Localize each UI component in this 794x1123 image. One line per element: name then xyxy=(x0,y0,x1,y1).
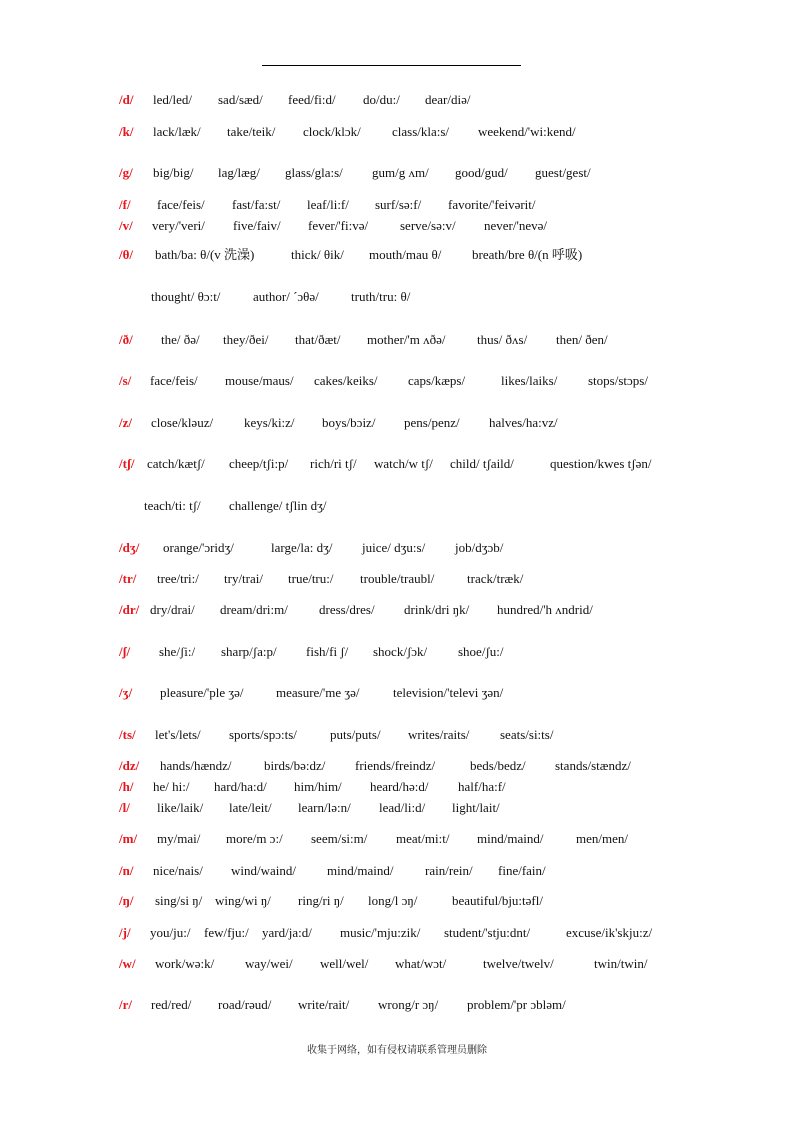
example-word: student/'stju:dnt/ xyxy=(444,925,531,940)
example-word: mouth/mau θ/ xyxy=(369,247,442,262)
example-word: shock/ʃɔk/ xyxy=(373,644,428,659)
example-word: light/lait/ xyxy=(452,800,500,815)
example-word: beautiful/bju:təfl/ xyxy=(452,893,543,908)
example-word: take/teik/ xyxy=(227,124,276,139)
example-word: challenge/ tʃlin dʒ/ xyxy=(229,498,327,513)
example-word: thus/ ðʌs/ xyxy=(477,332,528,347)
example-word: do/du:/ xyxy=(363,92,400,107)
example-word: sharp/ʃa:p/ xyxy=(221,644,277,659)
example-word: measure/'me ʒə/ xyxy=(276,685,360,700)
phoneme-symbol: /r/ xyxy=(119,997,132,1012)
phoneme-symbol: /v/ xyxy=(119,218,133,233)
example-word: fish/fi ʃ/ xyxy=(306,644,349,659)
example-word: television/'televi ʒən/ xyxy=(393,685,504,700)
example-word: pleasure/'ple ʒə/ xyxy=(160,685,244,700)
example-word: wing/wi ŋ/ xyxy=(215,893,271,908)
example-word: likes/laiks/ xyxy=(501,373,558,388)
phoneme-symbol: /m/ xyxy=(119,831,138,846)
example-word: lead/li:d/ xyxy=(379,800,426,815)
example-word: cakes/keiks/ xyxy=(314,373,378,388)
example-word: dress/dres/ xyxy=(319,602,375,617)
example-word: ring/ri ŋ/ xyxy=(298,893,344,908)
example-word: cheep/tʃi:p/ xyxy=(229,456,289,471)
example-word: few/fju:/ xyxy=(204,925,249,940)
example-word: hands/hændz/ xyxy=(160,758,232,773)
example-word: rich/ri tʃ/ xyxy=(310,456,357,471)
example-word: him/him/ xyxy=(294,779,342,794)
example-word: lack/læk/ xyxy=(153,124,201,139)
example-word: what/wɔt/ xyxy=(395,956,447,971)
example-word: fever/'fi:və/ xyxy=(308,218,369,233)
example-word: author/ ´ɔθə/ xyxy=(253,289,319,304)
example-word: write/rait/ xyxy=(298,997,350,1012)
example-word: drink/dri ŋk/ xyxy=(404,602,470,617)
example-word: face/feis/ xyxy=(157,197,205,212)
example-word: face/feis/ xyxy=(150,373,198,388)
example-word: dream/dri:m/ xyxy=(220,602,288,617)
example-word: bath/ba: θ/(v 洗澡) xyxy=(155,247,255,262)
example-word: clock/klɔk/ xyxy=(303,124,361,139)
example-word: nice/nais/ xyxy=(153,863,203,878)
phoneme-symbol: /d/ xyxy=(119,92,134,107)
example-word: guest/gest/ xyxy=(535,165,591,180)
example-word: mind/maind/ xyxy=(477,831,544,846)
example-word: you/ju:/ xyxy=(150,925,191,940)
phoneme-symbol: /ʒ/ xyxy=(119,685,133,700)
example-word: good/gud/ xyxy=(455,165,508,180)
phoneme-symbol: /n/ xyxy=(119,863,134,878)
example-word: try/trai/ xyxy=(224,571,263,586)
example-word: track/træk/ xyxy=(467,571,524,586)
example-word: learn/lə:n/ xyxy=(298,800,351,815)
example-word: puts/puts/ xyxy=(330,727,381,742)
example-word: my/mai/ xyxy=(157,831,201,846)
example-word: mind/maind/ xyxy=(327,863,394,878)
example-word: seats/si:ts/ xyxy=(500,727,554,742)
example-word: breath/bre θ/(n 呼吸) xyxy=(472,247,583,262)
example-word: she/ʃi:/ xyxy=(159,644,196,659)
example-word: excuse/ik'skju:z/ xyxy=(566,925,653,940)
example-word: large/la: dʒ/ xyxy=(271,540,333,555)
example-word: hard/ha:d/ xyxy=(214,779,267,794)
example-word: fast/fa:st/ xyxy=(232,197,281,212)
example-word: dear/diə/ xyxy=(425,92,471,107)
phoneme-symbol: /dz/ xyxy=(119,758,140,773)
example-word: teach/ti: tʃ/ xyxy=(144,498,201,513)
example-word: class/kla:s/ xyxy=(392,124,450,139)
example-word: favorite/'feivərit/ xyxy=(448,197,536,212)
example-word: the/ ðə/ xyxy=(161,332,200,347)
example-word: mouse/maus/ xyxy=(225,373,294,388)
phoneme-symbol: /z/ xyxy=(119,415,132,430)
example-word: question/kwes tʃən/ xyxy=(550,456,652,471)
example-word: job/dʒɔb/ xyxy=(455,540,504,555)
example-word: child/ tʃaild/ xyxy=(450,456,514,471)
phoneme-symbol: /k/ xyxy=(119,124,134,139)
example-word: sing/si ŋ/ xyxy=(155,893,203,908)
example-word: fine/fain/ xyxy=(498,863,546,878)
example-word: lag/læg/ xyxy=(218,165,260,180)
example-word: problem/'pr ɔbləm/ xyxy=(467,997,566,1012)
phoneme-symbol: /f/ xyxy=(119,197,131,212)
example-word: watch/w tʃ/ xyxy=(374,456,433,471)
example-word: orange/'ɔridʒ/ xyxy=(163,540,234,555)
example-word: weekend/'wi:kend/ xyxy=(478,124,576,139)
example-word: work/wə:k/ xyxy=(155,956,215,971)
example-word: thick/ θik/ xyxy=(291,247,344,262)
example-word: serve/sə:v/ xyxy=(400,218,456,233)
example-word: very/'veri/ xyxy=(152,218,205,233)
phoneme-symbol: /h/ xyxy=(119,779,134,794)
example-word: late/leit/ xyxy=(229,800,272,815)
example-word: close/kləuz/ xyxy=(151,415,214,430)
example-word: well/wel/ xyxy=(320,956,369,971)
example-word: never/'nevə/ xyxy=(484,218,547,233)
example-word: rain/rein/ xyxy=(425,863,473,878)
example-word: twin/twin/ xyxy=(594,956,648,971)
example-word: yard/ja:d/ xyxy=(262,925,312,940)
example-word: gum/g ʌm/ xyxy=(372,165,429,180)
example-word: seem/si:m/ xyxy=(311,831,368,846)
example-word: he/ hi:/ xyxy=(153,779,190,794)
example-word: music/'mju:zik/ xyxy=(340,925,421,940)
example-word: long/l ɔŋ/ xyxy=(368,893,418,908)
example-word: sad/sæd/ xyxy=(218,92,263,107)
phoneme-symbol: /g/ xyxy=(119,165,133,180)
example-word: big/big/ xyxy=(153,165,194,180)
example-word: heard/hə:d/ xyxy=(370,779,429,794)
example-word: juice/ dʒu:s/ xyxy=(362,540,426,555)
phoneme-symbol: /l/ xyxy=(119,800,130,815)
phoneme-symbol: /dʒ/ xyxy=(119,540,140,555)
header-rule xyxy=(262,65,521,66)
example-word: like/laik/ xyxy=(157,800,204,815)
example-word: surf/sə:f/ xyxy=(375,197,422,212)
example-word: let's/lets/ xyxy=(155,727,201,742)
example-word: hundred/'h ʌndrid/ xyxy=(497,602,593,617)
phoneme-symbol: /θ/ xyxy=(119,247,134,262)
example-word: red/red/ xyxy=(151,997,192,1012)
phoneme-symbol: /ʃ/ xyxy=(119,644,131,659)
example-word: wind/waind/ xyxy=(231,863,296,878)
phoneme-symbol: /tr/ xyxy=(119,571,137,586)
example-word: twelve/twelv/ xyxy=(483,956,554,971)
example-word: meat/mi:t/ xyxy=(396,831,450,846)
example-word: shoe/ʃu:/ xyxy=(458,644,504,659)
example-word: men/men/ xyxy=(576,831,628,846)
example-word: they/ðei/ xyxy=(223,332,269,347)
example-word: mother/'m ʌðə/ xyxy=(367,332,446,347)
example-word: more/m ɔ:/ xyxy=(226,831,283,846)
example-word: keys/ki:z/ xyxy=(244,415,295,430)
example-word: dry/drai/ xyxy=(150,602,195,617)
example-word: way/wei/ xyxy=(245,956,293,971)
phoneme-symbol: /s/ xyxy=(119,373,132,388)
example-word: leaf/li:f/ xyxy=(307,197,349,212)
example-word: glass/gla:s/ xyxy=(285,165,343,180)
example-word: catch/kætʃ/ xyxy=(147,456,205,471)
example-word: led/led/ xyxy=(153,92,192,107)
example-word: then/ ðen/ xyxy=(556,332,608,347)
phoneme-symbol: /w/ xyxy=(119,956,136,971)
example-word: sports/spɔ:ts/ xyxy=(229,727,297,742)
example-word: road/rəud/ xyxy=(218,997,272,1012)
example-word: five/faiv/ xyxy=(233,218,281,233)
phoneme-symbol: /tʃ/ xyxy=(119,456,135,471)
example-word: caps/kæps/ xyxy=(408,373,466,388)
example-word: tree/tri:/ xyxy=(157,571,199,586)
phoneme-symbol: /ts/ xyxy=(119,727,136,742)
example-word: friends/freindz/ xyxy=(355,758,436,773)
phoneme-symbol: /dr/ xyxy=(119,602,140,617)
footer-note: 收集于网络，如有侵权请联系管理员删除 xyxy=(307,1045,487,1056)
example-word: stops/stɔps/ xyxy=(588,373,648,388)
example-word: beds/bedz/ xyxy=(470,758,526,773)
phoneme-symbol: /ŋ/ xyxy=(119,893,134,908)
example-word: pens/penz/ xyxy=(404,415,460,430)
example-word: boys/bɔiz/ xyxy=(322,415,376,430)
example-word: stands/stændz/ xyxy=(555,758,631,773)
example-word: wrong/r ɔŋ/ xyxy=(378,997,439,1012)
example-word: half/ha:f/ xyxy=(458,779,506,794)
example-word: truth/tru: θ/ xyxy=(351,289,411,304)
example-word: trouble/traubl/ xyxy=(360,571,435,586)
example-word: writes/raits/ xyxy=(408,727,470,742)
example-word: birds/bə:dz/ xyxy=(264,758,326,773)
example-word: true/tru:/ xyxy=(288,571,334,586)
example-word: halves/ha:vz/ xyxy=(489,415,558,430)
phoneme-symbol: /j/ xyxy=(119,925,131,940)
example-word: feed/fi:d/ xyxy=(288,92,336,107)
example-word: thought/ θɔ:t/ xyxy=(151,289,221,304)
phoneme-symbol: /ð/ xyxy=(119,332,133,347)
example-word: that/ðæt/ xyxy=(295,332,341,347)
